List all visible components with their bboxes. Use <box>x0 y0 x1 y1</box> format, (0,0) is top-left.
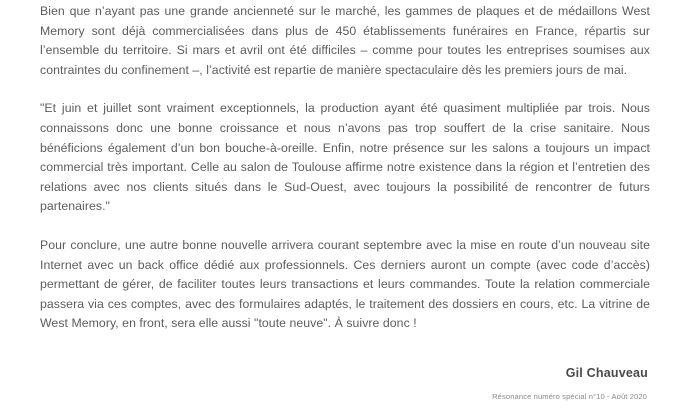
article-paragraph-3: Pour conclure, une autre bonne nouvelle arrivera courant septembre avec la mise en route d’un nouveau site Internet avec un back office dédié aux professionnels. Ces derniers auront un compte (avec code d’accès) permettant de gérer, de faciliter toutes leurs transactions et leurs commandes. Toute la relation commerciale passera via ces comptes, avec des formulaires adaptés, le traitement des dossiers en cours, etc. La vitrine de West Memory, en front, sera elle aussi "toute neuve". À suivre donc ! <box>40 237 650 331</box>
article-paragraph-1: Bien que n’ayant pas une grande ancienneté sur le marché, les gammes de plaques et de médaillons West Memory sont déjà commercialisées dans plus de 450 établissements funéraires en France, répartis sur l’ensemble du territoire. Si mars et avril ont été difficiles – comme pour toutes les entreprises soumises aux contraintes du confinement –, l’activité est repartie de manière spectaculaire dès les premiers jours de mai. <box>40 4 650 77</box>
article-paragraph-2: "Et juin et juillet sont vraiment exceptionnels, la production ayant été quasiment multipliée par trois. Nous connaissons donc une bonne croissance et nous n’avons pas trop souffert de la crise sanitaire. Nous bénéficions également d’un bon bouche-à-oreille. Enfin, notre présence sur les salons a toujours un impact commercial très important. Celle au salon de Toulouse affirme notre existence dans la région et l’entretien des relations avec nos clients situés dans le Sud-Ouest, avec toujours la possibilité de rencontrer de futurs partenaires." <box>40 101 650 214</box>
article-body <box>40 2 650 334</box>
source-citation: Résonance numéro spécial n°10 - Août 2020 <box>492 392 647 401</box>
author-signature: Gil Chauveau <box>565 366 648 380</box>
